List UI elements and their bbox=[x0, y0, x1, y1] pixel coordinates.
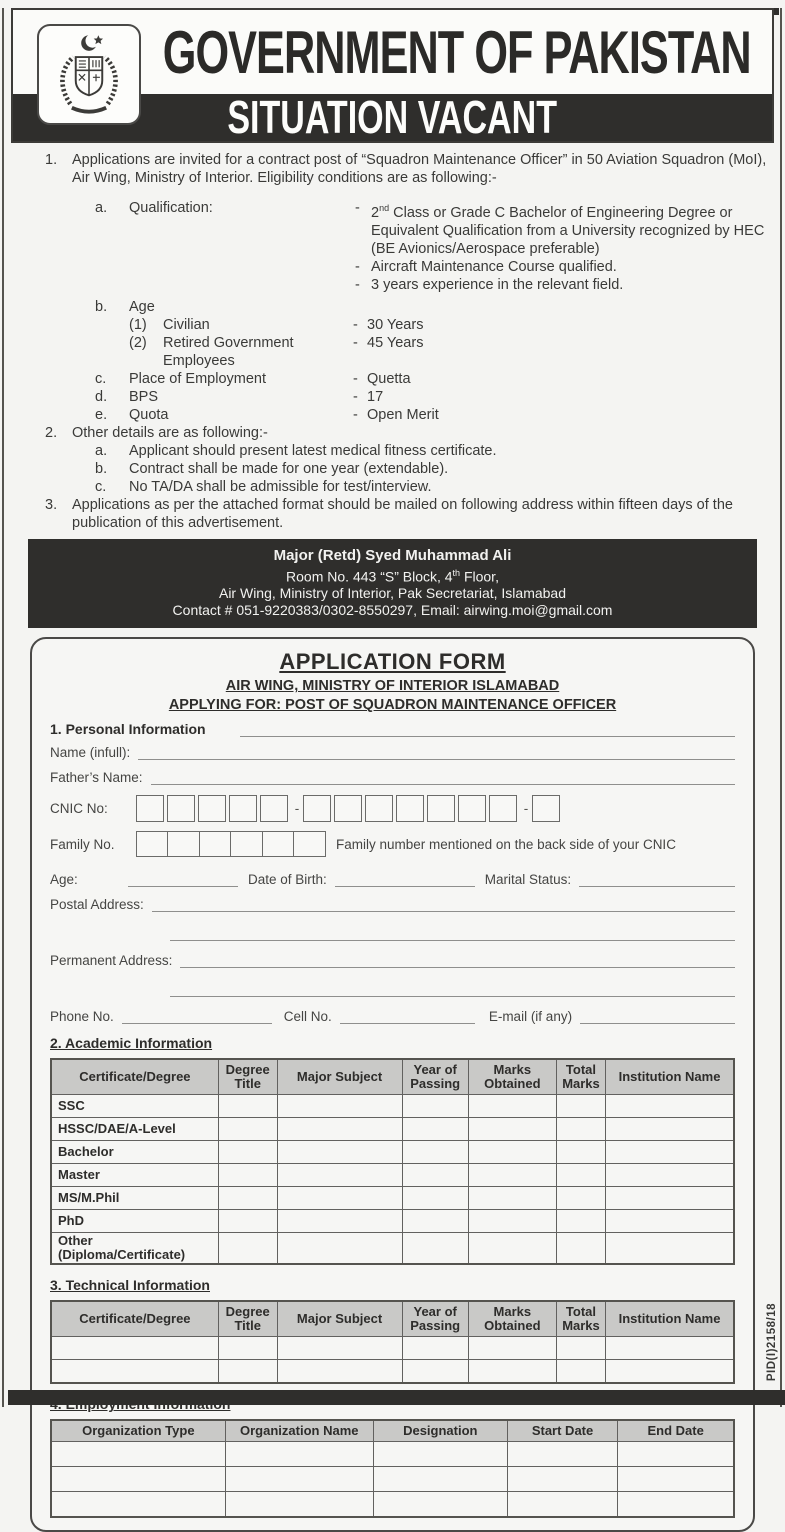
cell-blank-line bbox=[340, 1008, 475, 1024]
marital-status-blank-line bbox=[579, 871, 735, 887]
age-row-civilian: (1) Civilian - 30 Years bbox=[129, 316, 424, 333]
father-name-field-row: Father’s Name: bbox=[50, 769, 735, 785]
form-subtitle-2: APPLYING FOR: POST OF SQUADRON MAINTENANCE OFFICER bbox=[168, 697, 617, 714]
bottom-rule-bar bbox=[8, 1390, 785, 1405]
item-number: 1. bbox=[45, 152, 58, 168]
item2-row: 2. Other details are as following:- bbox=[45, 424, 268, 441]
academic-header-row: Certificate/Degree Degree Title Major Subject Year of Passing Marks Obtained Total Marks Institution Name bbox=[51, 1059, 734, 1095]
cnic-field-row: CNIC No: - - bbox=[50, 795, 735, 822]
phone-blank-line bbox=[122, 1008, 272, 1024]
family-no-field-row: Family No. Family number mentioned on the back side of your CNIC bbox=[50, 831, 735, 857]
pid-reference-number: PID(I)2158/18 bbox=[766, 1302, 778, 1381]
left-border-line bbox=[2, 8, 4, 1407]
postal-address-line2 bbox=[170, 925, 735, 941]
permanent-address-line2 bbox=[170, 981, 735, 997]
personal-info-heading: 1. Personal Information bbox=[50, 721, 206, 738]
age-dob-marital-row: Age: Date of Birth: Marital Status: bbox=[50, 871, 735, 887]
form-title: APPLICATION FORM bbox=[279, 649, 506, 675]
right-border-line bbox=[780, 8, 782, 1407]
dob-blank-line bbox=[335, 871, 475, 887]
academic-table bbox=[50, 1058, 735, 1265]
employment-header-row: Organization Type Organization Name Designation Start Date End Date bbox=[51, 1420, 734, 1442]
postal-address-line1 bbox=[152, 896, 735, 912]
personal-info-section bbox=[50, 721, 735, 737]
contact-address-line2: Air Wing, Ministry of Interior, Pak Secretariat, Islamabad bbox=[218, 585, 566, 602]
academic-row-bachelor: Bachelor bbox=[51, 1141, 734, 1164]
email-blank-line bbox=[580, 1008, 735, 1024]
place-of-employment-row: c. Place of Employment - Quetta bbox=[95, 370, 411, 387]
qualification-label: Qualification: bbox=[129, 200, 213, 216]
pakistan-emblem-icon bbox=[50, 32, 128, 118]
contact-phone-email: Contact # 051-9220383/0302-8550297, Email: airwing.moi@gmail.com bbox=[172, 602, 613, 619]
qualification-row bbox=[95, 199, 767, 294]
employment-empty-row bbox=[51, 1442, 734, 1467]
bps-row: d. BPS - 17 bbox=[95, 388, 384, 405]
permanent-address-line1 bbox=[180, 952, 735, 968]
item2c-row: c. No TA/DA shall be admissible for test/interview. bbox=[95, 478, 432, 495]
technical-empty-row bbox=[51, 1337, 734, 1360]
qualification-letter: a. bbox=[95, 200, 108, 216]
technical-info-heading: 3. Technical Information bbox=[50, 1277, 210, 1294]
cnic-digit-boxes: - - bbox=[136, 795, 563, 822]
name-field-row: Name (infull): bbox=[50, 744, 735, 760]
academic-row-master: Master bbox=[51, 1164, 734, 1187]
contact-name: Major (Retd) Syed Muhammad Ali bbox=[273, 546, 512, 564]
academic-row-other: Other (Diploma/Certificate) bbox=[51, 1233, 734, 1265]
permanent-address-row: Permanent Address: bbox=[50, 952, 735, 968]
item2b-row: b. Contract shall be made for one year (extendable). bbox=[95, 460, 449, 477]
contact-address-line1: Room No. 443 “S” Block, 4th Floor, bbox=[286, 567, 499, 585]
technical-header-row: Certificate/Degree Degree Title Major Subject Year of Passing Marks Obtained Total Marks Institution Name bbox=[51, 1301, 734, 1337]
age-row-retired: (2) Retired Government Employees - 45 Years bbox=[129, 334, 424, 369]
academic-info-heading: 2. Academic Information bbox=[50, 1035, 213, 1052]
page-title: GOVERNMENT OF PAKISTAN bbox=[162, 17, 751, 87]
postal-address-row2 bbox=[50, 925, 735, 941]
technical-table bbox=[50, 1300, 735, 1384]
banner-title: SITUATION VACANT bbox=[227, 91, 558, 143]
father-name-blank-line bbox=[151, 769, 735, 785]
academic-row-phd: PhD bbox=[51, 1210, 734, 1233]
employment-table bbox=[50, 1419, 735, 1518]
quota-row: e. Quota - Open Merit bbox=[95, 406, 439, 423]
family-no-note: Family number mentioned on the back side of your CNIC bbox=[336, 836, 676, 852]
masthead bbox=[11, 8, 774, 143]
qualification-bullet-3: - 3 years experience in the relevant field. bbox=[355, 276, 624, 293]
academic-row-ssc: SSC bbox=[51, 1095, 734, 1118]
qualification-bullet-1: - 2nd Class or Grade C Bachelor of Engineering Degree or Equivalent Qualification from a University recognized by HEC (BE Avionics/Aerospace preferable) bbox=[355, 200, 765, 257]
family-no-boxes bbox=[136, 831, 326, 857]
name-blank-line bbox=[138, 744, 735, 760]
item2a-row: a. Applicant should present latest medical fitness certificate. bbox=[95, 442, 497, 459]
academic-row-hssc: HSSC/DAE/A-Level bbox=[51, 1118, 734, 1141]
phone-cell-email-row: Phone No. Cell No. E-mail (if any) bbox=[50, 1008, 735, 1024]
advertisement-body bbox=[0, 151, 785, 532]
employment-empty-row bbox=[51, 1492, 734, 1518]
item3-row: 3. Applications as per the attached format should be mailed on following address within fifteen days of the publication of this advertisement. bbox=[45, 496, 733, 531]
pakistan-emblem-badge bbox=[37, 24, 141, 125]
age-heading-row: b. Age bbox=[95, 298, 155, 315]
rule-line bbox=[240, 721, 735, 737]
form-subtitle-1: AIR WING, MINISTRY OF INTERIOR ISLAMABAD bbox=[225, 678, 560, 695]
academic-row-msmphil: MS/M.Phil bbox=[51, 1187, 734, 1210]
technical-empty-row bbox=[51, 1360, 734, 1384]
age-blank-line bbox=[128, 871, 238, 887]
employment-empty-row bbox=[51, 1467, 734, 1492]
postal-address-row: Postal Address: bbox=[50, 896, 735, 912]
mailing-address-box bbox=[28, 539, 757, 629]
item1-text: Applications are invited for a contract post of “Squadron Maintenance Officer” in 50 Aviation Squadron (MoI), Air Wing, Ministry of Interior. Eligibility conditions are as following:- bbox=[72, 152, 767, 186]
qualification-bullet-2: - Aircraft Maintenance Course qualified. bbox=[355, 258, 617, 275]
permanent-address-row2 bbox=[50, 981, 735, 997]
